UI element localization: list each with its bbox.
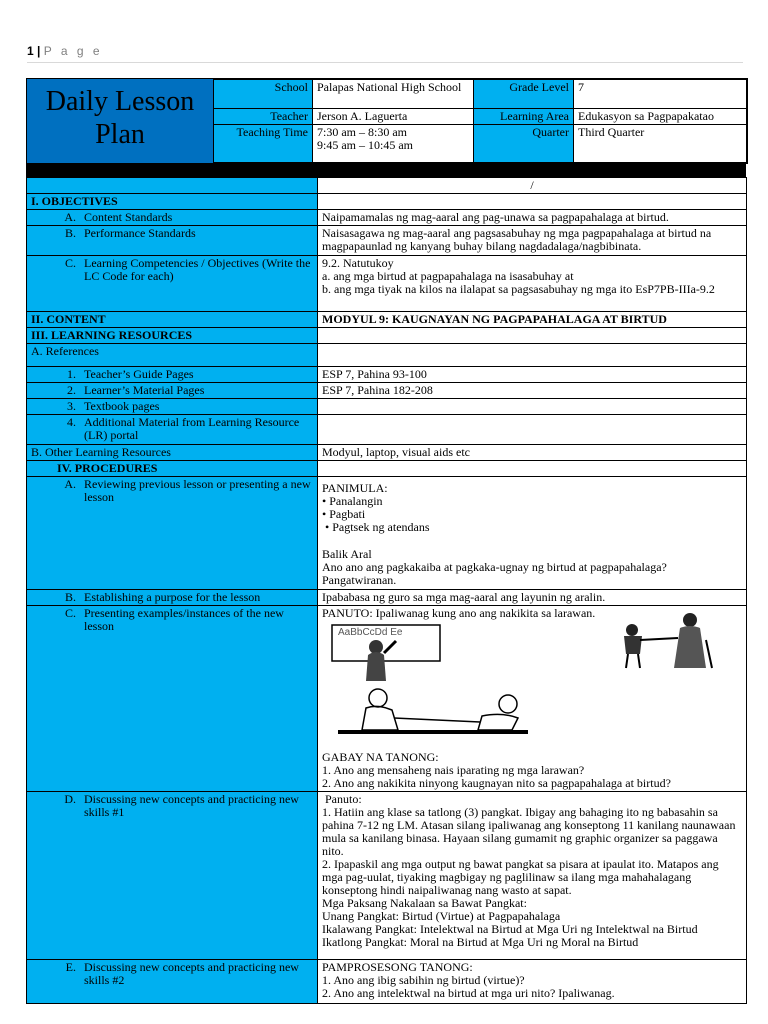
row-letter: A. [64, 477, 76, 491]
elder-and-child-picture [608, 610, 728, 670]
teachers-guide-value: ESP 7, Pahina 93-100 [318, 367, 747, 383]
table-row [27, 194, 747, 210]
other-resources-value: Modyul, laptop, visual aids etc [318, 445, 747, 461]
row-letter: 2. [67, 383, 76, 397]
panuto-heading: Panuto: [325, 792, 362, 806]
reviewing-lesson-value [318, 477, 747, 590]
table-row [27, 415, 747, 445]
competency-line: a. ang mga birtud at pagpapahalaga na isasabuhay at [322, 269, 574, 283]
learning-competencies-value [318, 256, 747, 312]
balik-aral-question: Ano ano ang pagkakaiba at pagkaka-ugnay ng birtud at pagpapahalaga? Pangatwiranan. [322, 560, 667, 587]
row-letter: C. [64, 606, 76, 620]
textbook-pages-label: Textbook pages [84, 399, 160, 413]
panimula-heading: PANIMULA: [322, 481, 388, 495]
mother-and-child-picture [332, 686, 532, 744]
area-value: Edukasyon sa Pagpapakatao [573, 108, 747, 125]
purpose-value: Ipababasa ng guro sa mga mag-aaral ang layunin ng aralin. [318, 590, 747, 606]
table-row [27, 590, 747, 606]
table-row [27, 344, 747, 367]
time-label: Teaching Time [213, 124, 313, 163]
teacher-label: Teacher [213, 108, 313, 125]
row-letter: E. [65, 960, 76, 974]
quarter-label: Quarter [473, 124, 574, 163]
pamprosesong-question: 1. Ano ang ibig sabihin ng birtud (virtue)? [322, 973, 525, 987]
objectives-heading: I. OBJECTIVES [27, 194, 318, 210]
presenting-examples-label: Presenting examples/instances of the new lesson [84, 606, 284, 633]
content-standards-value: Naipamamalas ng mag-aaral ang pag-unawa sa pagpapahalaga at birtud. [318, 210, 747, 226]
panimula-item: • Pagtsek ng atendans [325, 520, 430, 534]
reviewing-lesson-label: Reviewing previous lesson or presenting a new lesson [84, 477, 311, 504]
slash-mark: / [318, 178, 747, 194]
row-letter: A. [64, 210, 76, 224]
time-value-2: 9:45 am – 10:45 am [317, 138, 413, 152]
instruction-paragraph: 1. Hatiin ang klase sa tatlong (3) pangkat. Ibigay ang bahaging ito ng babasahin sa pahina 7-12 ng LM. Atasan silang ipaliwanag ang konseptong 11 kanilang naunawaan mula sa kanilang binasa. Hayaan silang gumamit ng graphic organizer sa paggawa nito. [322, 805, 736, 858]
procedures-heading: IV. PROCEDURES [27, 461, 318, 477]
time-value-1: 7:30 am – 8:30 am [317, 125, 407, 139]
pamprosesong-question: 2. Ano ang intelektwal na birtud at mga uri nito? Ipaliwanag. [322, 986, 615, 1000]
title-box [27, 79, 214, 163]
additional-material-label: Additional Material from Learning Resource (LR) portal [84, 415, 300, 442]
table-row [27, 445, 747, 461]
group-topic: Ikalawang Pangkat: Intelektwal na Birtud at Mga Uri ng Intelektwal na Birtud [322, 922, 698, 936]
lesson-header [26, 78, 748, 164]
board-text: AaBbCcDd Ee [338, 627, 403, 638]
instruction-paragraph: 2. Ipapaskil ang mga output ng bawat pangkat sa pisara at ipaulat ito. Matapos ang mga pag-uulat, tiyaking magbigay ng paglilinaw sa ilang mga mahahalagang konseptong hindi naipaliwanag nang wasto at sapat. [322, 857, 719, 897]
learning-resources-heading: III. LEARNING RESOURCES [27, 328, 318, 344]
gabay-question: 1. Ano ang mensaheng nais iparating ng mga larawan? [322, 763, 585, 777]
teacher-value: Jerson A. Laguerta [312, 108, 474, 125]
other-resources-label: B. Other Learning Resources [27, 445, 318, 461]
gabay-heading: GABAY NA TANONG: [322, 750, 439, 764]
row-letter: 3. [67, 399, 76, 413]
discussing-skills-2-value [318, 960, 747, 1004]
grade-label: Grade Level [473, 79, 574, 109]
lesson-table [26, 177, 747, 1004]
references-heading: A. References [27, 344, 318, 367]
lesson-pictures [322, 620, 742, 746]
table-row [27, 960, 747, 1004]
row-letter: C. [64, 256, 76, 270]
table-row [27, 792, 747, 960]
pamprosesong-heading: PAMPROSESONG TANONG: [322, 960, 473, 974]
table-row [27, 461, 747, 477]
quarter-value: Third Quarter [573, 124, 747, 163]
header-divider-bar [26, 163, 746, 177]
teachers-guide-label: Teacher’s Guide Pages [84, 367, 194, 381]
presenting-examples-value [318, 606, 747, 792]
table-row [27, 383, 747, 399]
page-header [27, 44, 743, 63]
discussing-skills-1-label: Discussing new concepts and practicing new skills #1 [84, 792, 299, 819]
learners-material-value: ESP 7, Pahina 182-208 [318, 383, 747, 399]
content-standards-label: Content Standards [84, 210, 173, 224]
table-row [27, 367, 747, 383]
panimula-item: • Panalangin [322, 494, 383, 508]
panuto-line: PANUTO: Ipaliwanag kung ano ang nakikita sa larawan. [322, 606, 596, 620]
row-letter: D. [64, 792, 76, 806]
discussing-skills-2-label: Discussing new concepts and practicing new skills #2 [84, 960, 299, 987]
row-letter: B. [64, 590, 76, 604]
grade-value: 7 [573, 79, 747, 109]
competency-line: 9.2. Natutukoy [322, 256, 394, 270]
page-word: P a g e [43, 44, 103, 58]
row-letter: B. [64, 226, 76, 240]
content-heading: II. CONTENT [27, 312, 318, 328]
competency-line: b. ang mga tiyak na kilos na ilalapat sa pagsasabuhay ng mga ito EsP7PB-IIIa-9.2 [322, 282, 715, 296]
school-label: School [213, 79, 313, 109]
page-number: 1 [27, 44, 34, 58]
table-row [27, 256, 747, 312]
area-label: Learning Area [473, 108, 574, 125]
group-topic: Ikatlong Pangkat: Moral na Birtud at Mga Uri ng Moral na Birtud [322, 935, 639, 949]
school-value: Palapas National High School [312, 79, 474, 109]
title-line-2: Plan [95, 119, 145, 150]
performance-standards-label: Performance Standards [84, 226, 196, 240]
table-row [27, 226, 747, 256]
performance-standards-value: Naisasagawa ng mag-aaral ang pagsasabuhay ng mga pagpapahalaga at birtud na magpapaunlad ng kanyang buhay bilang nagdadalaga/nagbibinata. [318, 226, 747, 256]
row-letter: 1. [67, 367, 76, 381]
title-line-1: Daily Lesson [45, 86, 195, 117]
page-separator: | [37, 44, 41, 58]
learning-competencies-label: Learning Competencies / Objectives (Write the LC Code for each) [84, 256, 311, 283]
learners-material-label: Learner’s Material Pages [84, 383, 205, 397]
table-row [27, 606, 747, 792]
classroom-board-picture [324, 623, 442, 683]
balik-aral-heading: Balik Aral [322, 547, 372, 561]
table-row [27, 399, 747, 415]
content-value: MODYUL 9: KAUGNAYAN NG PAGPAPAHALAGA AT BIRTUD [318, 312, 747, 328]
panimula-item: • Pagbati [322, 507, 366, 521]
purpose-label: Establishing a purpose for the lesson [84, 590, 261, 604]
group-topic: Unang Pangkat: Birtud (Virtue) at Pagpapahalaga [322, 909, 561, 923]
table-row [27, 328, 747, 344]
discussing-skills-1-value [318, 792, 747, 960]
table-row [27, 312, 747, 328]
table-row [27, 477, 747, 590]
time-value [312, 124, 474, 163]
table-row [27, 178, 747, 194]
table-row [27, 210, 747, 226]
group-topics-heading: Mga Paksang Nakalaan sa Bawat Pangkat: [322, 896, 527, 910]
gabay-question: 2. Ano ang nakikita ninyong kaugnayan nito sa pagpapahalaga at birtud? [322, 776, 671, 790]
row-letter: 4. [67, 415, 76, 429]
